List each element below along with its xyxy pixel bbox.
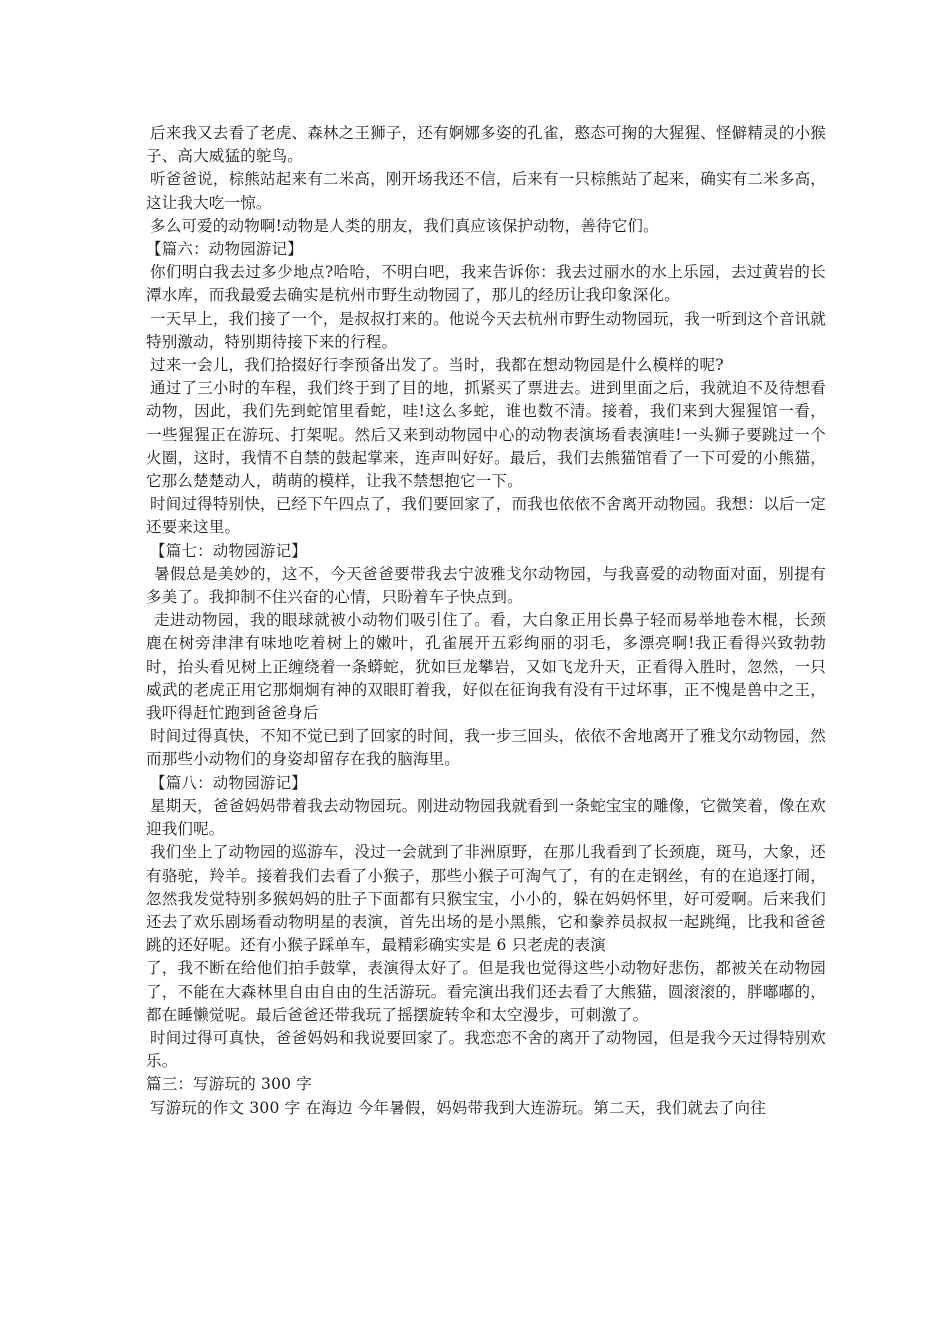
paragraph-8: 通过了三小时的车程，我们终于到了目的地，抓紧买了票进去。进到里面之后，我就迫不及待想看动物，因此，我们先到蛇馆里看蛇，哇!这么多蛇，谁也数不清。接着，我们来到大猩猩馆一看，一些猩猩正在游玩、打架呢。然后又来到动物园中心的动物表演场看表演哇!一头狮子要跳过一个火圈，这时，我情不自禁的鼓起掌来，连声叫好好。最后，我们去熊猫馆看了一下可爱的小熊猫，它那么楚楚动人，萌萌的模样，让我不禁想抱它一下。	[146, 379, 826, 491]
paragraph-18: 时间过得可真快，爸爸妈妈和我说要回家了。我恋恋不舍的离开了动物园，但是我今天过得特别欢乐。	[146, 1028, 826, 1071]
paragraph-5: 你们明白我去过多少地点?哈哈，不明白吧，我来告诉你：我去过丽水的水上乐园，去过黄岩的长潭水库，而我最爱去确实是杭州市野生动物园了，那儿的经历让我印象深化。	[146, 263, 826, 305]
paragraph-7: 过来一会儿，我们拾掇好行李预备出发了。当时，我都在想动物园是什么模样的呢?	[150, 356, 724, 375]
document-page	[146, 122, 826, 1120]
paragraph-16: 我们坐上了动物园的巡游车，没过一会就到了非洲原野，在那儿我看到了长颈鹿，斑马，大象，还有骆驼，羚羊。接着我们去看了小猴子，那些小猴子可淘气了，有的在走钢丝，有的在追逐打闹，忽然我发觉特别多猴妈妈的肚子下面都有只猴宝宝，小小的，躲在妈妈怀里，好可爱啊。后来我们还去了欢乐剧场看动物明星的表演，首先出场的是小黑熊，它和豢养员叔叔一起跳绳，比我和爸爸跳的还好呢。还有小猴子踩单车，最精彩确实实是 6 只老虎的表演	[146, 843, 826, 955]
paragraph-13: 时间过得真快，不知不觉已到了回家的时间，我一步三回头，依依不舍地离开了雅戈尔动物园，然而那些小动物们的身姿却留存在我的脑海里。	[146, 727, 826, 769]
section-heading-3: 篇三：写游玩的 300 字	[146, 1075, 313, 1094]
paragraph-6: 一天早上，我们接了一个，是叔叔打来的。他说今天去杭州市野生动物园玩，我一听到这个音讯就特别激动，特别期待接下来的行程。	[146, 309, 826, 351]
paragraph-1: 后来我又去看了老虎、森林之王狮子，还有婀娜多姿的孔雀，憨态可掬的大猩猩、怪僻精灵的小猴子、高大威猛的鸵鸟。	[146, 124, 826, 166]
section-heading-8: 【篇八：动物园游记】	[150, 773, 308, 792]
paragraph-3: 多么可爱的动物啊!动物是人类的朋友，我们真应该保护动物，善待它们。	[150, 216, 659, 235]
paragraph-11: 暑假总是美妙的，这不，今天爸爸要带我去宁波雅戈尔动物园，与我喜爱的动物面对面，别提有多美了。我抑制不住兴奋的心情，只盼着车子快点到。	[146, 564, 826, 607]
paragraph-15: 星期天，爸爸妈妈带着我去动物园玩。刚进动物园我就看到一条蛇宝宝的雕像，它微笑着，像在欢迎我们呢。	[146, 796, 826, 839]
section-heading-6: 【篇六：动物园游记】	[146, 240, 304, 259]
paragraph-2: 听爸爸说，棕熊站起来有二米高，刚开场我还不信，后来有一只棕熊站了起来，确实有二米多高，这让我大吃一惊。	[146, 170, 826, 212]
paragraph-12: 走进动物园，我的眼球就被小动物们吸引住了。看，大白象正用长鼻子轻而易举地卷木棍，长颈鹿在树旁津津有味地吃着树上的嫩叶，孔雀展开五彩绚丽的羽毛，多漂亮啊!我正看得兴致勃勃时，抬头看见树上正缠绕着一条蟒蛇，犹如巨龙攀岩，又如飞龙升天，正看得入胜时，忽然，一只威武的老虎正用它那炯炯有神的双眼盯着我，好似在征询我有没有干过坏事，正不愧是兽中之王，我吓得赶忙跑到爸爸身后	[146, 611, 826, 723]
section-heading-7: 【篇七：动物园游记】	[150, 541, 308, 560]
paragraph-9: 时间过得特别快，已经下午四点了，我们要回家了，而我也依依不舍离开动物园。我想：以后一定还要来这里。	[146, 495, 826, 537]
paragraph-20: 写游玩的作文 300 字 在海边 今年暑假，妈妈带我到大连游玩。第二天，我们就去了向往	[150, 1098, 766, 1117]
paragraph-17: 了，我不断在给他们拍手鼓掌，表演得太好了。但是我也觉得这些小动物好悲伤，都被关在动物园了，不能在大森林里自由自由的生活游玩。看完演出我们还去看了大熊猫，圆滚滚的，胖嘟嘟的，都在睡懒觉呢。最后爸爸还带我玩了摇摆旋转伞和太空漫步，可刺激了。	[146, 959, 826, 1024]
